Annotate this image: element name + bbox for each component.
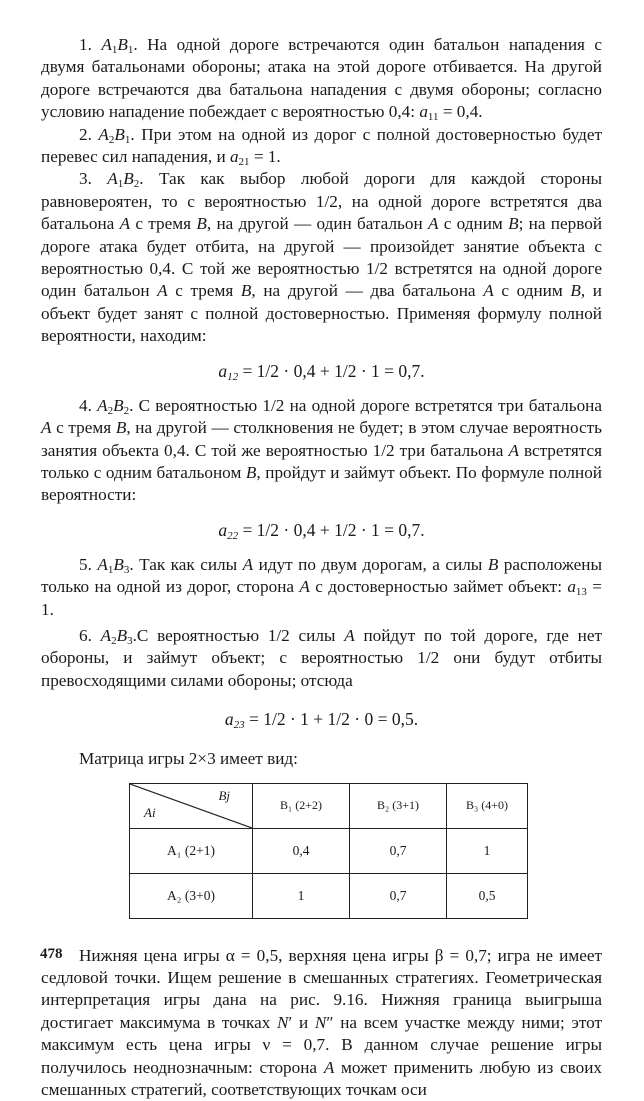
- col-header-b2: B₂ (3+1): [350, 783, 447, 828]
- table-row: [130, 828, 528, 873]
- page-number: 478: [40, 946, 63, 962]
- paragraph-6: 6. $A_2B_3.С$ вероятностью 1/2 силы A пойдут по той дороге, где нет обороны, и займут объект; с вероятностью 1/2 они будут отбиты превосходящими силами обороны; отсюда: [41, 625, 602, 690]
- paragraph-2: 2. $A_2B_1$. При этом на одной из дорог с полной достоверностью будет перевес сил нападения, и $a_{21} = 1$.: [41, 124, 602, 169]
- paragraph-4: 4. $A_2B_2$. С вероятностью 1/2 на одной дороге встретятся три батальона A с тремя B, на другой — столкновения не будет; в этом случае вероятность занятия объекта 0,4. С той же вероятностью 1/2 три батальона A встретятся только с одним батальоном B, пройдут и займут объект. По формуле полной вероятности:: [41, 395, 603, 505]
- col-header-b1: B₁ (2+2): [253, 783, 350, 828]
- matrix-caption: Матрица игры 2×3 имеет вид:: [79, 749, 298, 769]
- cell-a2-b1: 1: [253, 873, 350, 918]
- paragraph-3: 3. $A_1B_2$. Так как выбор любой дороги для каждой стороны равновероятен, то с вероятностью 1/2, на одной дороге встретятся два батальона A с тремя B, на другой — один батальон A с одним B; на первой дороге атака будет отбита, на другой — произойдет занятие объекта с вероятностью 0,4. С той же вероятностью 1/2 встретятся на одной дороге один батальон A с тремя B, на другой — два батальона A с одним B, и объект будет занят с полной достоверностью. Применяя формулу полной вероятности, находим:: [41, 169, 603, 346]
- table-row: [130, 873, 528, 918]
- table-corner-cell: [130, 783, 253, 828]
- col-header-b3: B₃ (4+0): [447, 783, 528, 828]
- formula-a23: $a_{23} = 1/2 \cdot 1 + 1/2 \cdot 0 = 0,5$.: [224, 709, 419, 732]
- cell-a1-b2: 0,7: [350, 828, 447, 873]
- game-matrix-table: [129, 783, 528, 919]
- formula-a22: $a_{22} = 1/2 \cdot 0,4 + 1/2 \cdot 1 = 0,7$.: [218, 519, 425, 542]
- page-body: [41, 34, 602, 1101]
- corner-col-label: Bj: [218, 787, 230, 803]
- row-label-a2: A₂ (3+0): [130, 873, 253, 918]
- cell-a1-b3: 1: [447, 828, 528, 873]
- corner-row-label: Ai: [144, 804, 156, 820]
- paragraph-5: 5. $A_1B_3$. Так как силы A идут по двум дорогам, а силы B расположены только на одной из дорог, сторона A с достоверностью займет объект: $a_{13} = 1$.: [41, 554, 602, 619]
- p1-text: 1. $A_1B_1$. На одной дороге встречаются один батальон нападения с двумя батальонами обороны; атака на этой дороге отбивается. На другой дороге встречаются два батальона нападения с двумя обороны; согласно условию нападение побеждает с вероятностью 0,4: $a_{11} = 0,4$.: [41, 35, 602, 124]
- cell-a2-b2: 0,7: [350, 873, 447, 918]
- cell-a2-b3: 0,5: [447, 873, 528, 918]
- formula-a12: $a_{12} = 1/2 \cdot 0,4 + 1/2 \cdot 1 = 0,7$.: [218, 360, 425, 383]
- table-header-row: [130, 783, 528, 828]
- paragraph-7: Нижняя цена игры α = 0,5, верхняя цена игры β = 0,7; игра не имеет седловой точки. Ищем решение в смешанных стратегиях. Геометрическая интерпретация игры дана на рис. 9.16. Нижняя граница выигрыша достигает максимума в точках N′ и N″ на всем участке между ними; этот максимум есть цена игры ν = 0,7. В данном случае решение игры получилось неоднозначным: сторона A может применить любую из своих смешанных стратегий, соответствующих точкам оси: [41, 945, 602, 1099]
- cell-a1-b1: 0,4: [253, 828, 350, 873]
- paragraph-1: [41, 34, 602, 124]
- row-label-a1: A₁ (2+1): [130, 828, 253, 873]
